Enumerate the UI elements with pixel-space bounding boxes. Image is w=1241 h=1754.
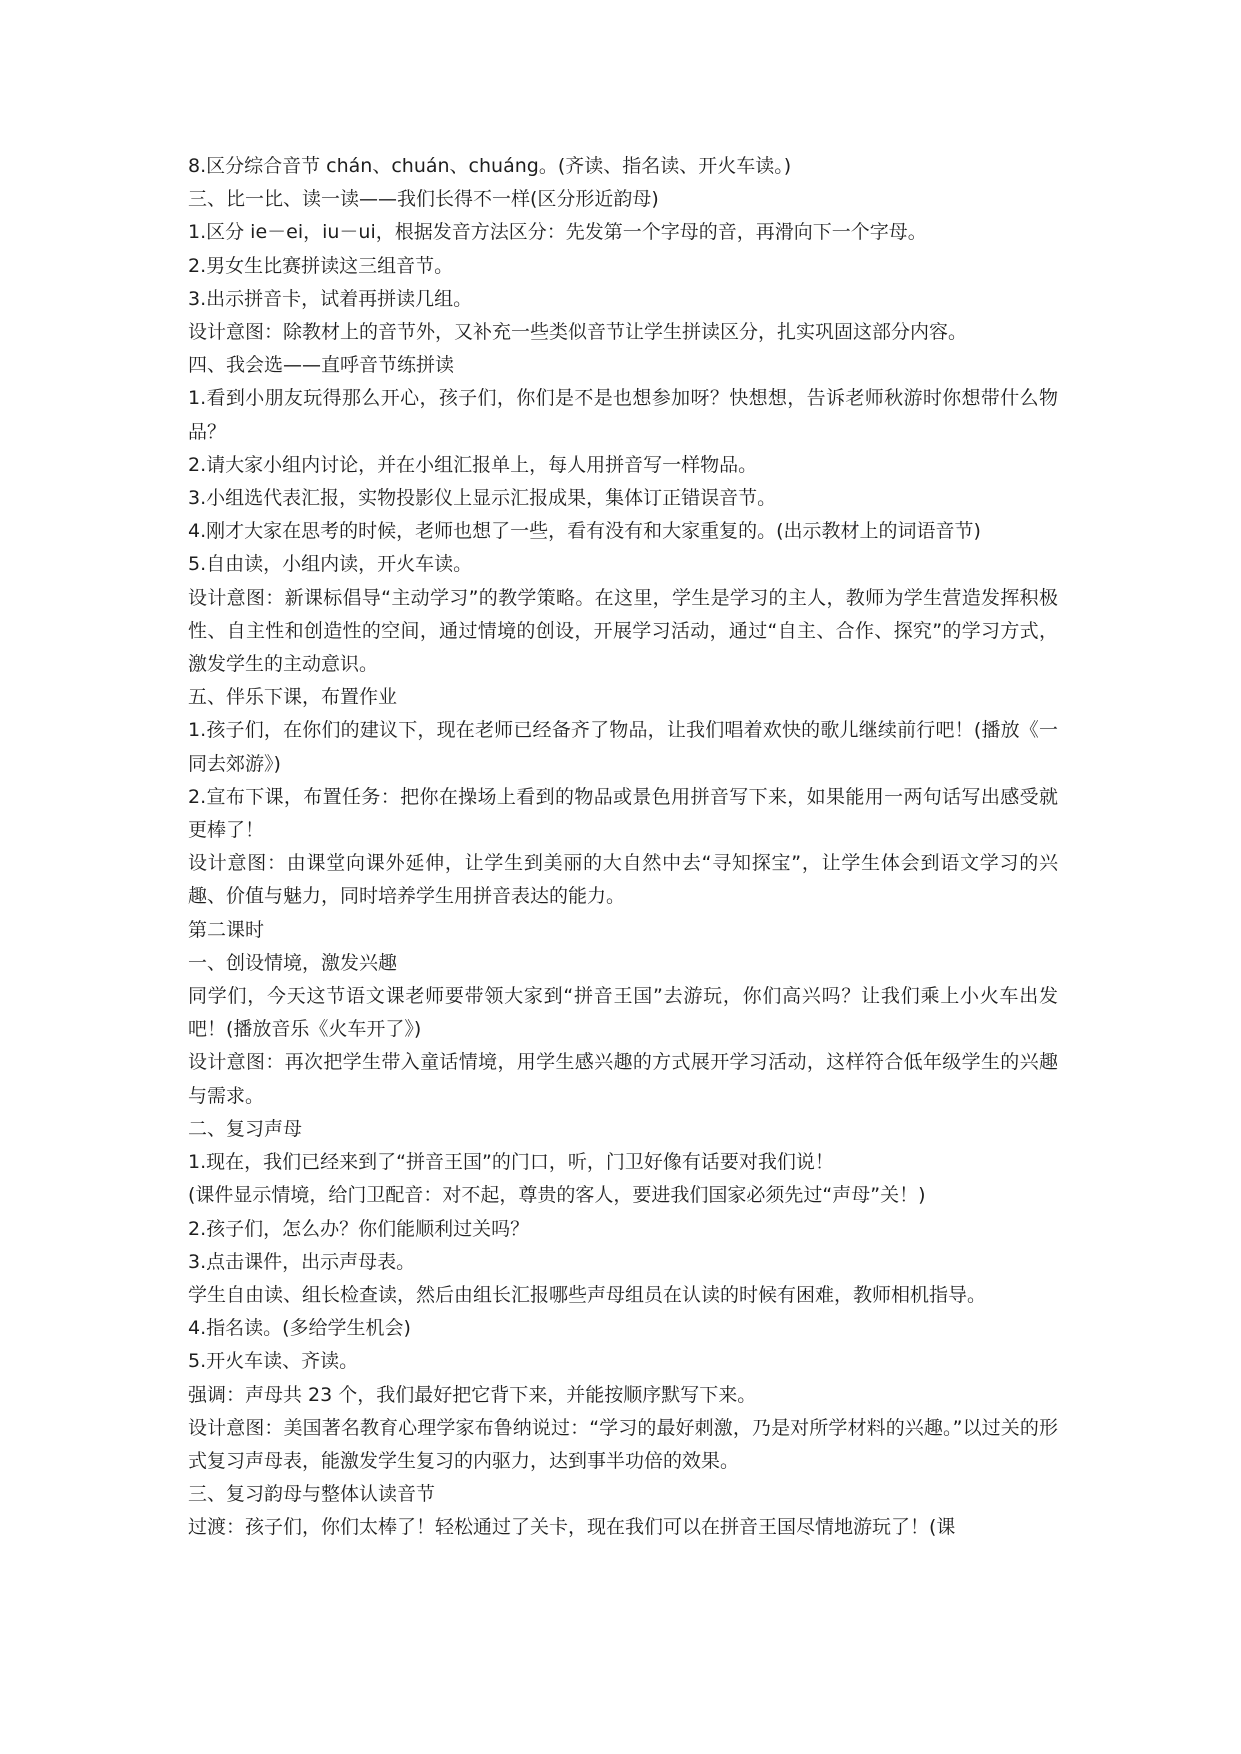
section-heading: 二、复习声母 — [188, 1117, 303, 1140]
paragraph: 设计意图：美国著名教育心理学家布鲁纳说过：“学习的最好刺激，乃是对所学材料的兴趣。”以过关的形式复习声母表，能激发学生复习的内驱力，达到事半功倍的效果。 — [188, 1416, 1058, 1472]
paragraph: 4.指名读。(多给学生机会) — [188, 1317, 411, 1340]
paragraph: 2.男女生比赛拼读这三组音节。 — [188, 254, 454, 277]
paragraph: 设计意图：由课堂向课外延伸，让学生到美丽的大自然中去“寻知探宝”，让学生体会到语文学习的兴趣、价值与魅力，同时培养学生用拼音表达的能力。 — [188, 852, 1058, 908]
paragraph: 2.宣布下课，布置任务：把你在操场上看到的物品或景色用拼音写下来，如果能用一两句话写出感受就更棒了！ — [188, 785, 1058, 842]
paragraph: (课件显示情境，给门卫配音：对不起，尊贵的客人，要进我们国家必须先过“声母”关！) — [188, 1184, 926, 1207]
paragraph: 4.刚才大家在思考的时候，老师也想了一些，看有没有和大家重复的。(出示教材上的词语音节) — [188, 520, 981, 543]
section-heading: 第二课时 — [188, 918, 265, 941]
paragraph: 1.现在，我们已经来到了“拼音王国”的门口，听，门卫好像有话要对我们说！ — [188, 1151, 834, 1174]
paragraph: 2.请大家小组内讨论，并在小组汇报单上，每人用拼音写一样物品。 — [188, 453, 758, 476]
paragraph: 3.小组选代表汇报，实物投影仪上显示汇报成果，集体订正错误音节。 — [188, 487, 777, 510]
paragraph: 1.看到小朋友玩得那么开心，孩子们，你们是不是也想参加呀？快想想，告诉老师秋游时你想带什么物品？ — [188, 387, 1058, 443]
paragraph: 设计意图：再次把学生带入童话情境，用学生感兴趣的方式展开学习活动，这样符合低年级学生的兴趣与需求。 — [188, 1051, 1058, 1107]
paragraph: 同学们，今天这节语文课老师要带领大家到“拼音王国”去游玩，你们高兴吗？让我们乘上小火车出发吧！(播放音乐《火车开了》) — [188, 985, 1058, 1041]
paragraph: 学生自由读、组长检查读，然后由组长汇报哪些声母组员在认读的时候有困难，教师相机指导。 — [188, 1283, 987, 1306]
section-heading: 三、比一比、读一读——我们长得不一样(区分形近韵母) — [188, 188, 659, 211]
paragraph: 过渡：孩子们，你们太棒了！轻松通过了关卡，现在我们可以在拼音王国尽情地游玩了！(课 — [188, 1516, 956, 1539]
section-heading: 四、我会选——直呼音节练拼读 — [188, 354, 455, 377]
paragraph: 5.自由读，小组内读，开火车读。 — [188, 553, 473, 576]
paragraph: 3.出示拼音卡，试着再拼读几组。 — [188, 287, 473, 310]
paragraph: 设计意图：新课标倡导“主动学习”的教学策略。在这里，学生是学习的主人，教师为学生营造发挥积极性、自主性和创造性的空间，通过情境的创设，开展学习活动，通过“自主、合作、探究”的学习方式，激发学生的主动意识。 — [188, 586, 1058, 676]
paragraph: 2.孩子们，怎么办？你们能顺利过关吗？ — [188, 1217, 530, 1240]
section-heading: 一、创设情境，激发兴趣 — [188, 951, 398, 974]
document-body — [188, 150, 1058, 1545]
paragraph: 8.区分综合音节 chán、chuán、chuáng。(齐读、指名读、开火车读。) — [188, 155, 792, 177]
paragraph: 5.开火车读、齐读。 — [188, 1350, 359, 1373]
section-heading: 五、伴乐下课，布置作业 — [188, 686, 398, 709]
paragraph: 1.区分 ie－ei，iu－ui，根据发音方法区分：先发第一个字母的音，再滑向下一个字母。 — [188, 221, 927, 244]
section-heading: 三、复习韵母与整体认读音节 — [188, 1483, 436, 1506]
paragraph: 3.点击课件，出示声母表。 — [188, 1250, 416, 1273]
paragraph: 1.孩子们，在你们的建议下，现在老师已经备齐了物品，让我们唱着欢快的歌儿继续前行吧！(播放《一同去郊游》) — [188, 719, 1058, 775]
paragraph: 强调：声母共 23 个，我们最好把它背下来，并能按顺序默写下来。 — [188, 1383, 757, 1406]
paragraph: 设计意图：除教材上的音节外，又补充一些类似音节让学生拼读区分，扎实巩固这部分内容。 — [188, 321, 968, 344]
